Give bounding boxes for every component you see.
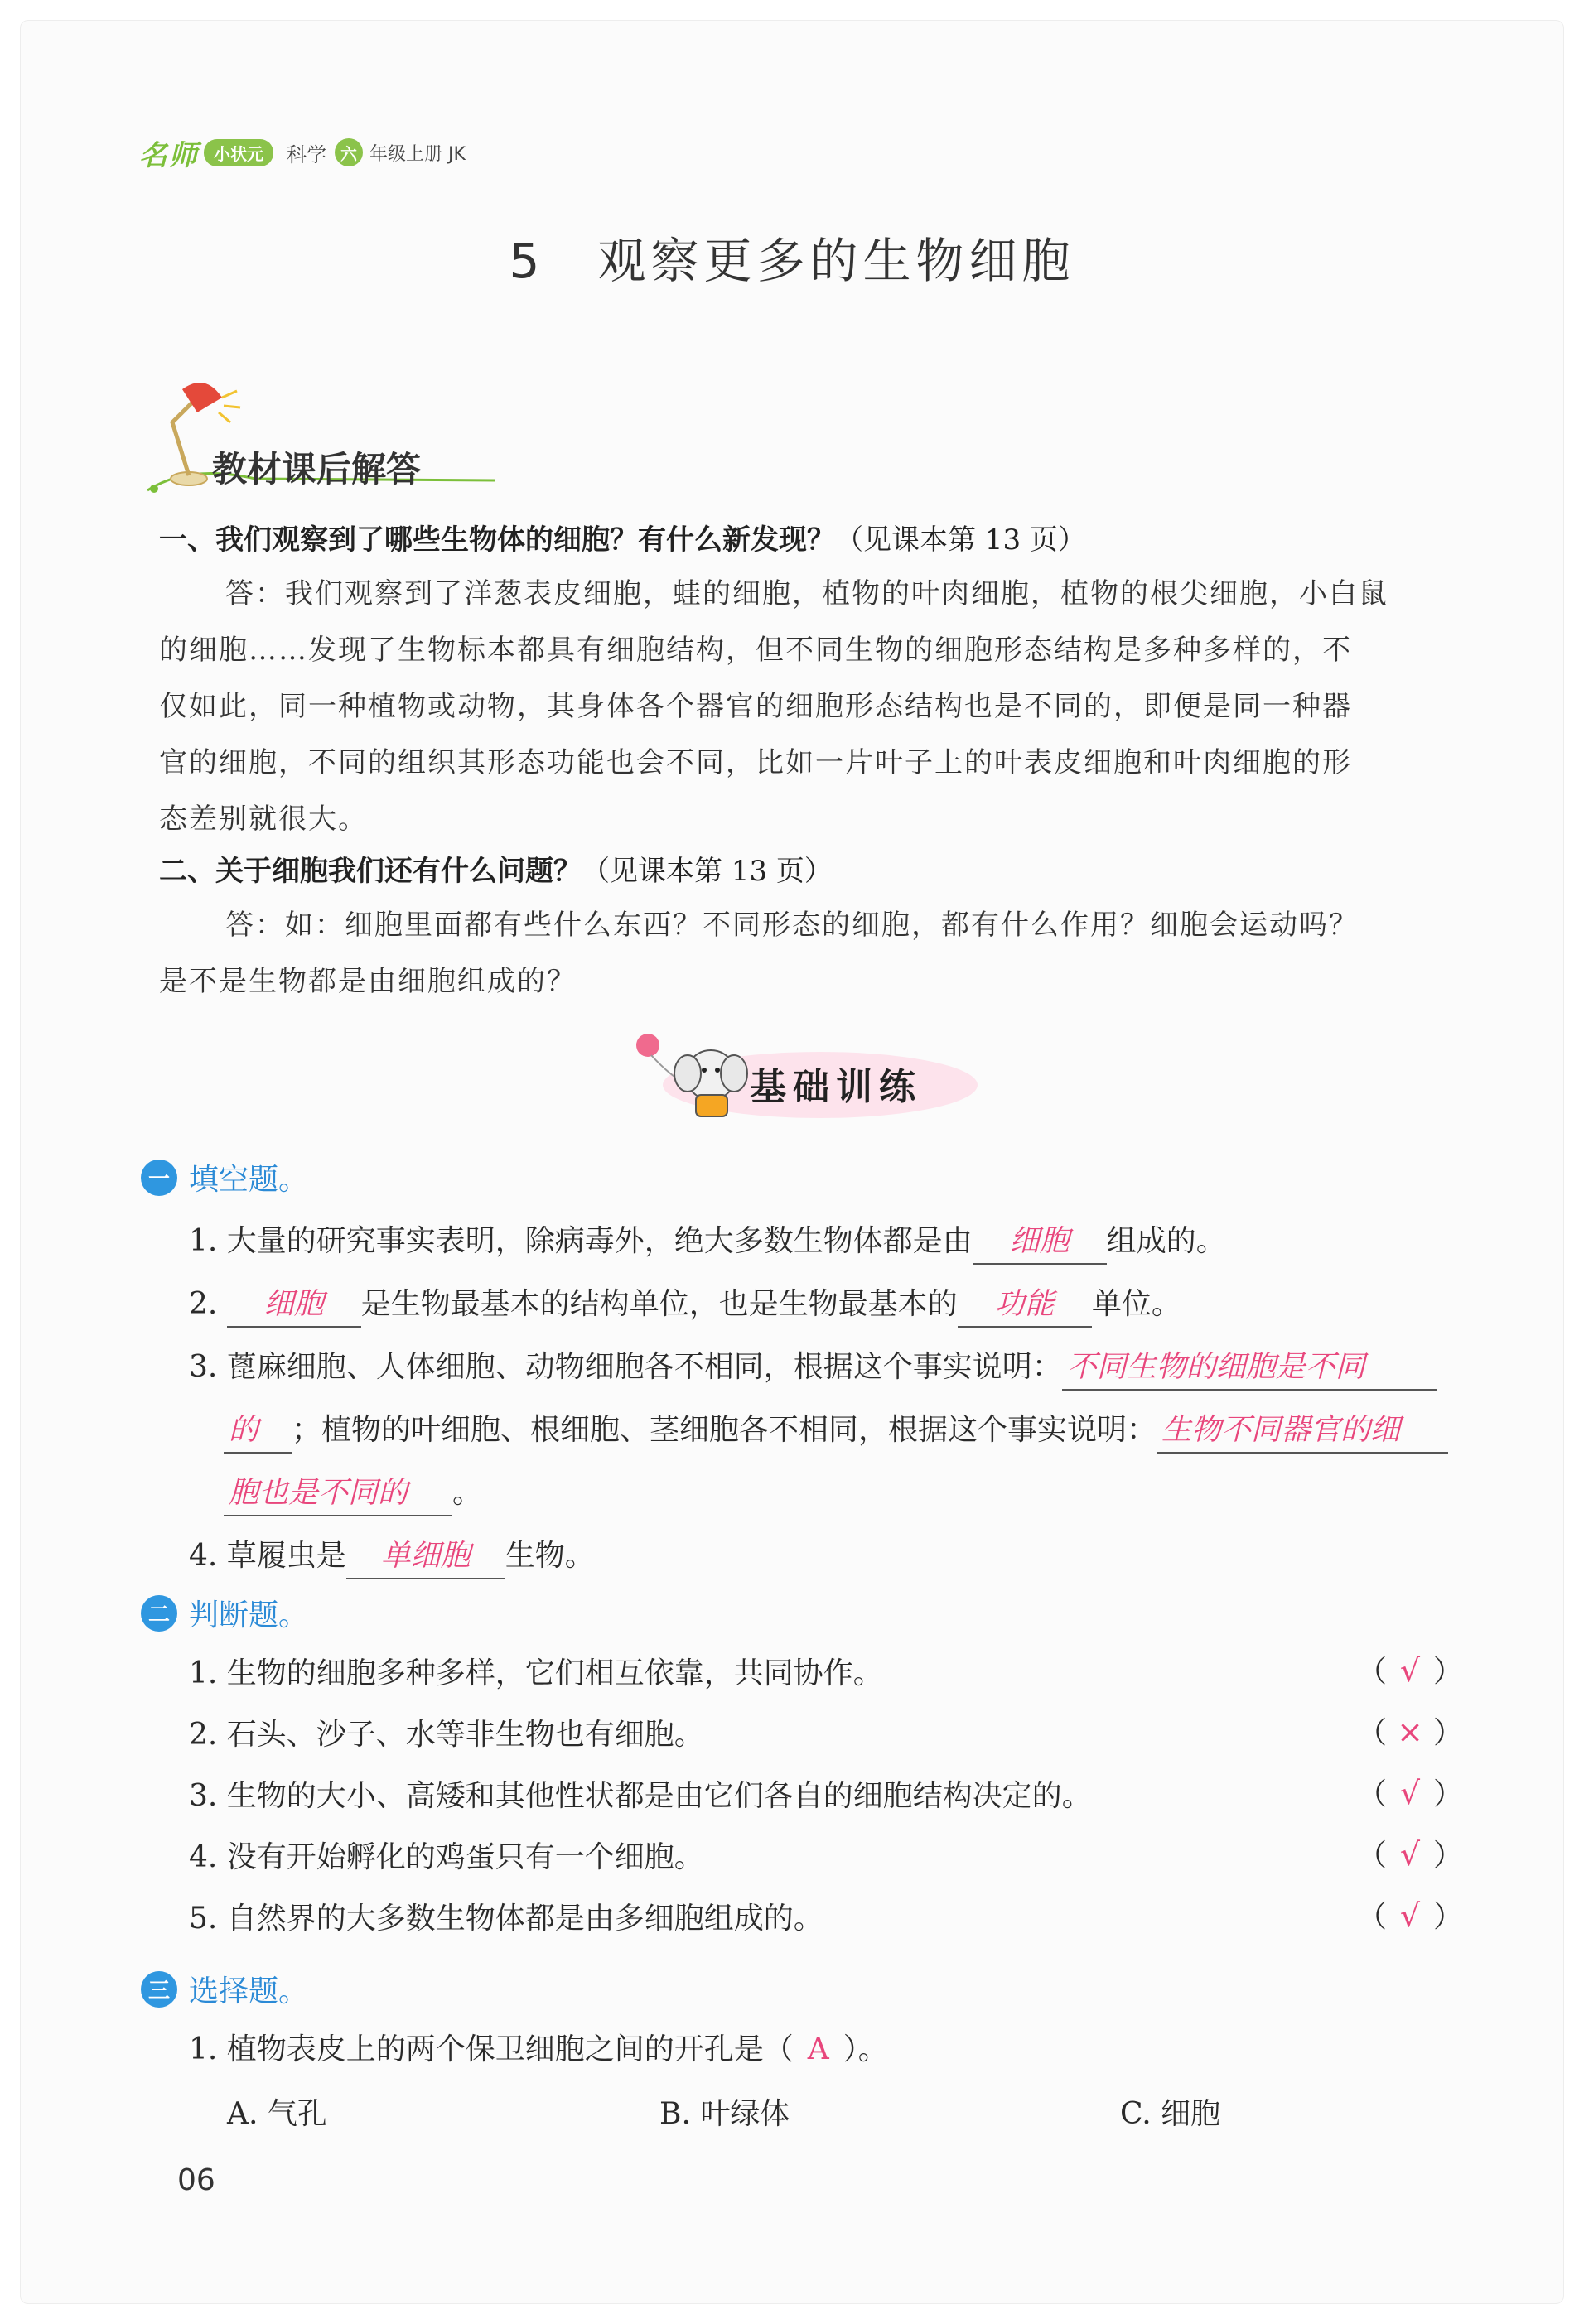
- section-banner-title: 基础训练: [750, 1066, 922, 1108]
- answer-blank: 单细胞: [346, 1535, 505, 1579]
- page-ref: （见课本第 13 页）: [835, 523, 1086, 557]
- answer-line: 的细胞……发现了生物标本都具有细胞结构，但不同生物的细胞形态结构是多种多样的，不: [159, 634, 1352, 667]
- answer-blank: 的: [224, 1409, 292, 1454]
- section-banner-title: 教材课后解答: [212, 449, 422, 489]
- header: [139, 133, 466, 172]
- check-mark-icon: √: [1399, 1897, 1421, 1934]
- section-number-badge: 三: [141, 1971, 177, 2008]
- section-number-badge: 二: [141, 1595, 177, 1632]
- fill-item-1: 1. 大量的研究事实表明，除病毒外，绝大多数生物体都是由 细胞 组成的。: [189, 1217, 1226, 1265]
- answer-paragraph: [159, 897, 1451, 1010]
- answer-line: 仅如此，同一种植物或动物，其身体各个器官的细胞形态结构也是不同的，即便是同一种器: [159, 690, 1352, 723]
- fill-item-3-line3: 胞也是不同的 。: [224, 1469, 482, 1516]
- answer-line: 答：如：细胞里面都有些什么东西？不同形态的细胞，都有什么作用？细胞会运动吗？: [225, 909, 1359, 942]
- judge-answer-2: （ × ）: [1357, 1714, 1464, 1750]
- fill-item-3-line1: 3. 蓖麻细胞、人体细胞、动物细胞各不相同，根据这个事实说明： 不同生物的细胞是不同: [189, 1343, 1437, 1391]
- judge-item-2: 2. 石头、沙子、水等非生物也有细胞。: [189, 1718, 704, 1752]
- page-number: 06: [177, 2163, 215, 2197]
- fill-item-4: 4. 草履虫是 单细胞 生物。: [189, 1532, 595, 1579]
- question-title: 二、关于细胞我们还有什么问题？（见课本第 13 页）: [159, 855, 833, 888]
- question-2: [159, 848, 1451, 1010]
- choice-item-1: 1. 植物表皮上的两个保卫细胞之间的开孔是（ A ）。: [189, 2032, 888, 2066]
- section-banner-training: [630, 1027, 978, 1126]
- page-ref: （见课本第 13 页）: [582, 855, 833, 888]
- answer-blank: 功能: [958, 1283, 1092, 1328]
- fill-item-2: 2. 细胞 是生物最基本的结构单位，也是生物最基本的 功能 单位。: [189, 1280, 1181, 1328]
- answer-blank: 细胞: [227, 1283, 361, 1328]
- judge-answer-5: （ √ ）: [1357, 1897, 1464, 1934]
- page-title: 5 观察更多的生物细胞: [509, 233, 1075, 289]
- option-c: C. 细胞: [1120, 2097, 1221, 2131]
- section-heading-fill: 一 填空题。: [141, 1156, 308, 1198]
- section-heading-choice: 三 选择题。: [141, 1968, 308, 2010]
- grade-text: 年级上册 JK: [369, 143, 466, 165]
- judge-item-4: 4. 没有开始孵化的鸡蛋只有一个细胞。: [189, 1840, 704, 1874]
- judge-answer-3: （ √ ）: [1357, 1775, 1464, 1811]
- grade-badge: 六: [335, 138, 363, 166]
- section-number-badge: 一: [141, 1160, 177, 1196]
- cross-mark-icon: ×: [1397, 1714, 1423, 1750]
- judge-item-5: 5. 自然界的大多数生物体都是由多细胞组成的。: [189, 1902, 823, 1936]
- answer-line: 是不是生物都是由细胞组成的？: [159, 965, 577, 998]
- answer-blank: 生物不同器官的细: [1157, 1409, 1448, 1454]
- answer-paragraph: [159, 566, 1451, 847]
- option-a: A. 气孔: [227, 2097, 327, 2131]
- check-mark-icon: √: [1399, 1836, 1421, 1873]
- answer-blank: 胞也是不同的: [224, 1472, 452, 1516]
- option-b: B. 叶绿体: [659, 2097, 790, 2131]
- choice-answer: A: [807, 2032, 829, 2066]
- check-mark-icon: √: [1399, 1652, 1421, 1689]
- judge-answer-1: （ √ ）: [1357, 1652, 1464, 1689]
- question-1: [159, 517, 1451, 847]
- answer-blank: 不同生物的细胞是不同: [1062, 1346, 1437, 1391]
- brand-logo: 名师: [139, 138, 199, 172]
- section-heading-judge: 二 判断题。: [141, 1592, 308, 1634]
- judge-answer-4: （ √ ）: [1357, 1836, 1464, 1873]
- subject-label: 科学: [287, 142, 326, 166]
- answer-line: 态差别就很大。: [159, 803, 368, 836]
- question-title: 一、我们观察到了哪些生物体的细胞？有什么新发现？（见课本第 13 页）: [159, 523, 1086, 557]
- judge-item-3: 3. 生物的大小、高矮和其他性状都是由它们各自的细胞结构决定的。: [189, 1779, 1092, 1813]
- brand-pill: 小状元: [204, 139, 273, 166]
- judge-item-1: 1. 生物的细胞多种多样，它们相互依靠，共同协作。: [189, 1656, 883, 1690]
- answer-line: 官的细胞，不同的组织其形态功能也会不同，比如一片叶子上的叶表皮细胞和叶肉细胞的形: [159, 746, 1352, 779]
- check-mark-icon: √: [1399, 1775, 1421, 1811]
- section-banner-textbook: [139, 373, 512, 497]
- fill-item-3-line2: 的 ；植物的叶细胞、根细胞、茎细胞各不相同，根据这个事实说明： 生物不同器官的细: [224, 1406, 1448, 1454]
- answer-line: 答：我们观察到了洋葱表皮细胞，蛙的细胞，植物的叶肉细胞，植物的根尖细胞，小白鼠: [225, 577, 1388, 610]
- answer-blank: 细胞: [973, 1220, 1107, 1265]
